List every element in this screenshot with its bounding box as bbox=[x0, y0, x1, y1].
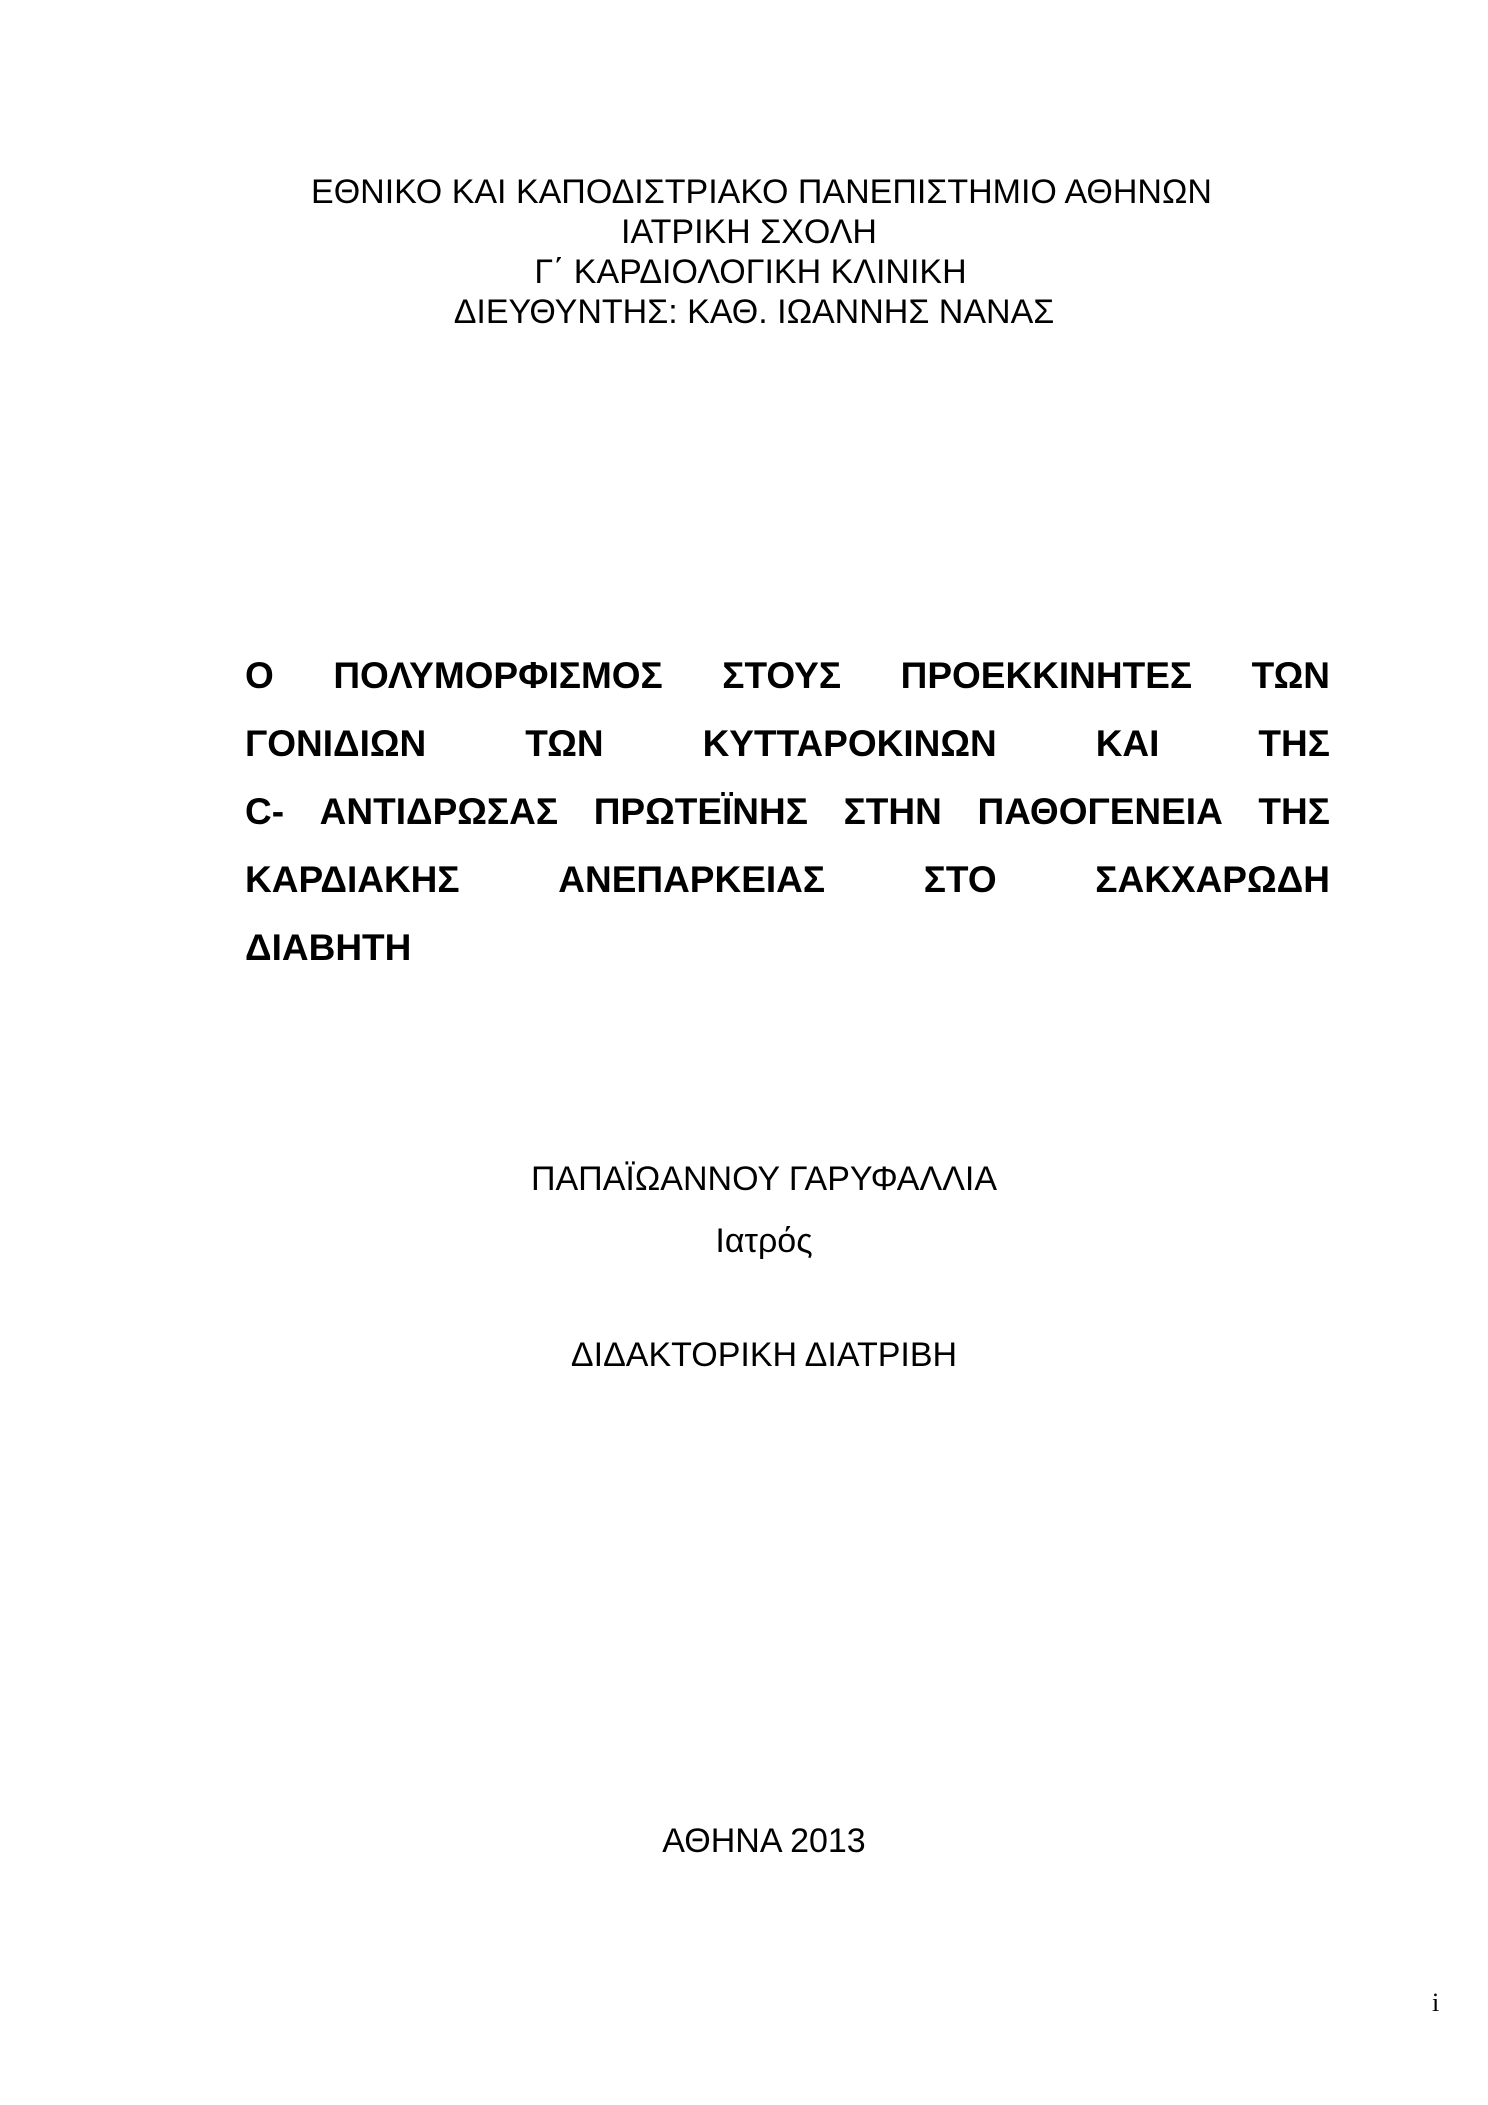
title-word: ΠΟΛΥΜΟΡΦΙΣΜΟΣ bbox=[333, 655, 663, 696]
title-word: ΑΝΕΠΑΡΚΕΙΑΣ bbox=[558, 859, 826, 900]
place-year: ΑΘΗΝΑ 2013 bbox=[662, 1822, 866, 1860]
author-role: Ιατρός bbox=[715, 1222, 813, 1260]
document-type: ΔΙΔΑΚΤΟΡΙΚΗ ΔΙΑΤΡΙΒΗ bbox=[570, 1336, 958, 1374]
title-word: ΤΩΝ bbox=[525, 723, 604, 764]
title-word: Ο bbox=[245, 655, 274, 696]
title-word: ΚΥΤΤΑΡΟΚΙΝΩΝ bbox=[702, 723, 997, 764]
title-word: ΣΤΗΝ bbox=[843, 791, 942, 832]
title-word: ΣΤΟ bbox=[923, 859, 997, 900]
title-word: ΤΗΣ bbox=[1258, 791, 1330, 832]
title-line bbox=[245, 914, 1330, 982]
page-number: i bbox=[1432, 1988, 1440, 2017]
university-name: ΕΘΝΙΚΟ ΚΑΙ ΚΑΠΟΔΙΣΤΡΙΑΚΟ ΠΑΝΕΠΙΣΤΗΜΙΟ ΑΘΗΝΩΝ bbox=[311, 173, 1212, 211]
title-line bbox=[245, 710, 1330, 778]
school-name: ΙΑΤΡΙΚΗ ΣΧΟΛΗ bbox=[621, 213, 877, 251]
institution-header bbox=[0, 172, 1488, 332]
title-word: ΤΩΝ bbox=[1251, 655, 1330, 696]
title-line bbox=[245, 846, 1330, 914]
title-word: C- bbox=[245, 791, 285, 832]
title-word: ΓΟΝΙΔΙΩΝ bbox=[245, 723, 427, 764]
title-word: ΠΑΘΟΓΕΝΕΙΑ bbox=[977, 791, 1223, 832]
title-word: ΚΑΡΔΙΑΚΗΣ bbox=[245, 859, 460, 900]
title-word: ΔΙΑΒΗΤΗ bbox=[245, 927, 412, 968]
title-line bbox=[245, 642, 1330, 710]
director-name: ΔΙΕΥΘΥΝΤΗΣ: ΚΑΘ. ΙΩΑΝΝΗΣ ΝΑΝΑΣ bbox=[453, 293, 1055, 331]
title-word: ΣΑΚΧΑΡΩΔΗ bbox=[1095, 859, 1330, 900]
clinic-name: Γ΄ ΚΑΡΔΙΟΛΟΓΙΚΗ ΚΛΙΝΙΚΗ bbox=[534, 253, 967, 291]
title-word: ΠΡΟΕΚΚΙΝΗΤΕΣ bbox=[900, 655, 1193, 696]
title-word: ΑΝΤΙΔΡΩΣΑΣ bbox=[319, 791, 559, 832]
author-name: ΠΑΠΑΪΩΑΝΝΟΥ ΓΑΡΥΦΑΛΛΙΑ bbox=[530, 1160, 998, 1198]
thesis-title bbox=[245, 642, 1330, 982]
title-word: ΤΗΣ bbox=[1258, 723, 1330, 764]
title-word: ΚΑΙ bbox=[1095, 723, 1160, 764]
title-word: ΠΡΩΤΕΪΝΗΣ bbox=[593, 791, 808, 832]
title-word: ΣΤΟΥΣ bbox=[722, 655, 842, 696]
title-line bbox=[245, 778, 1330, 846]
